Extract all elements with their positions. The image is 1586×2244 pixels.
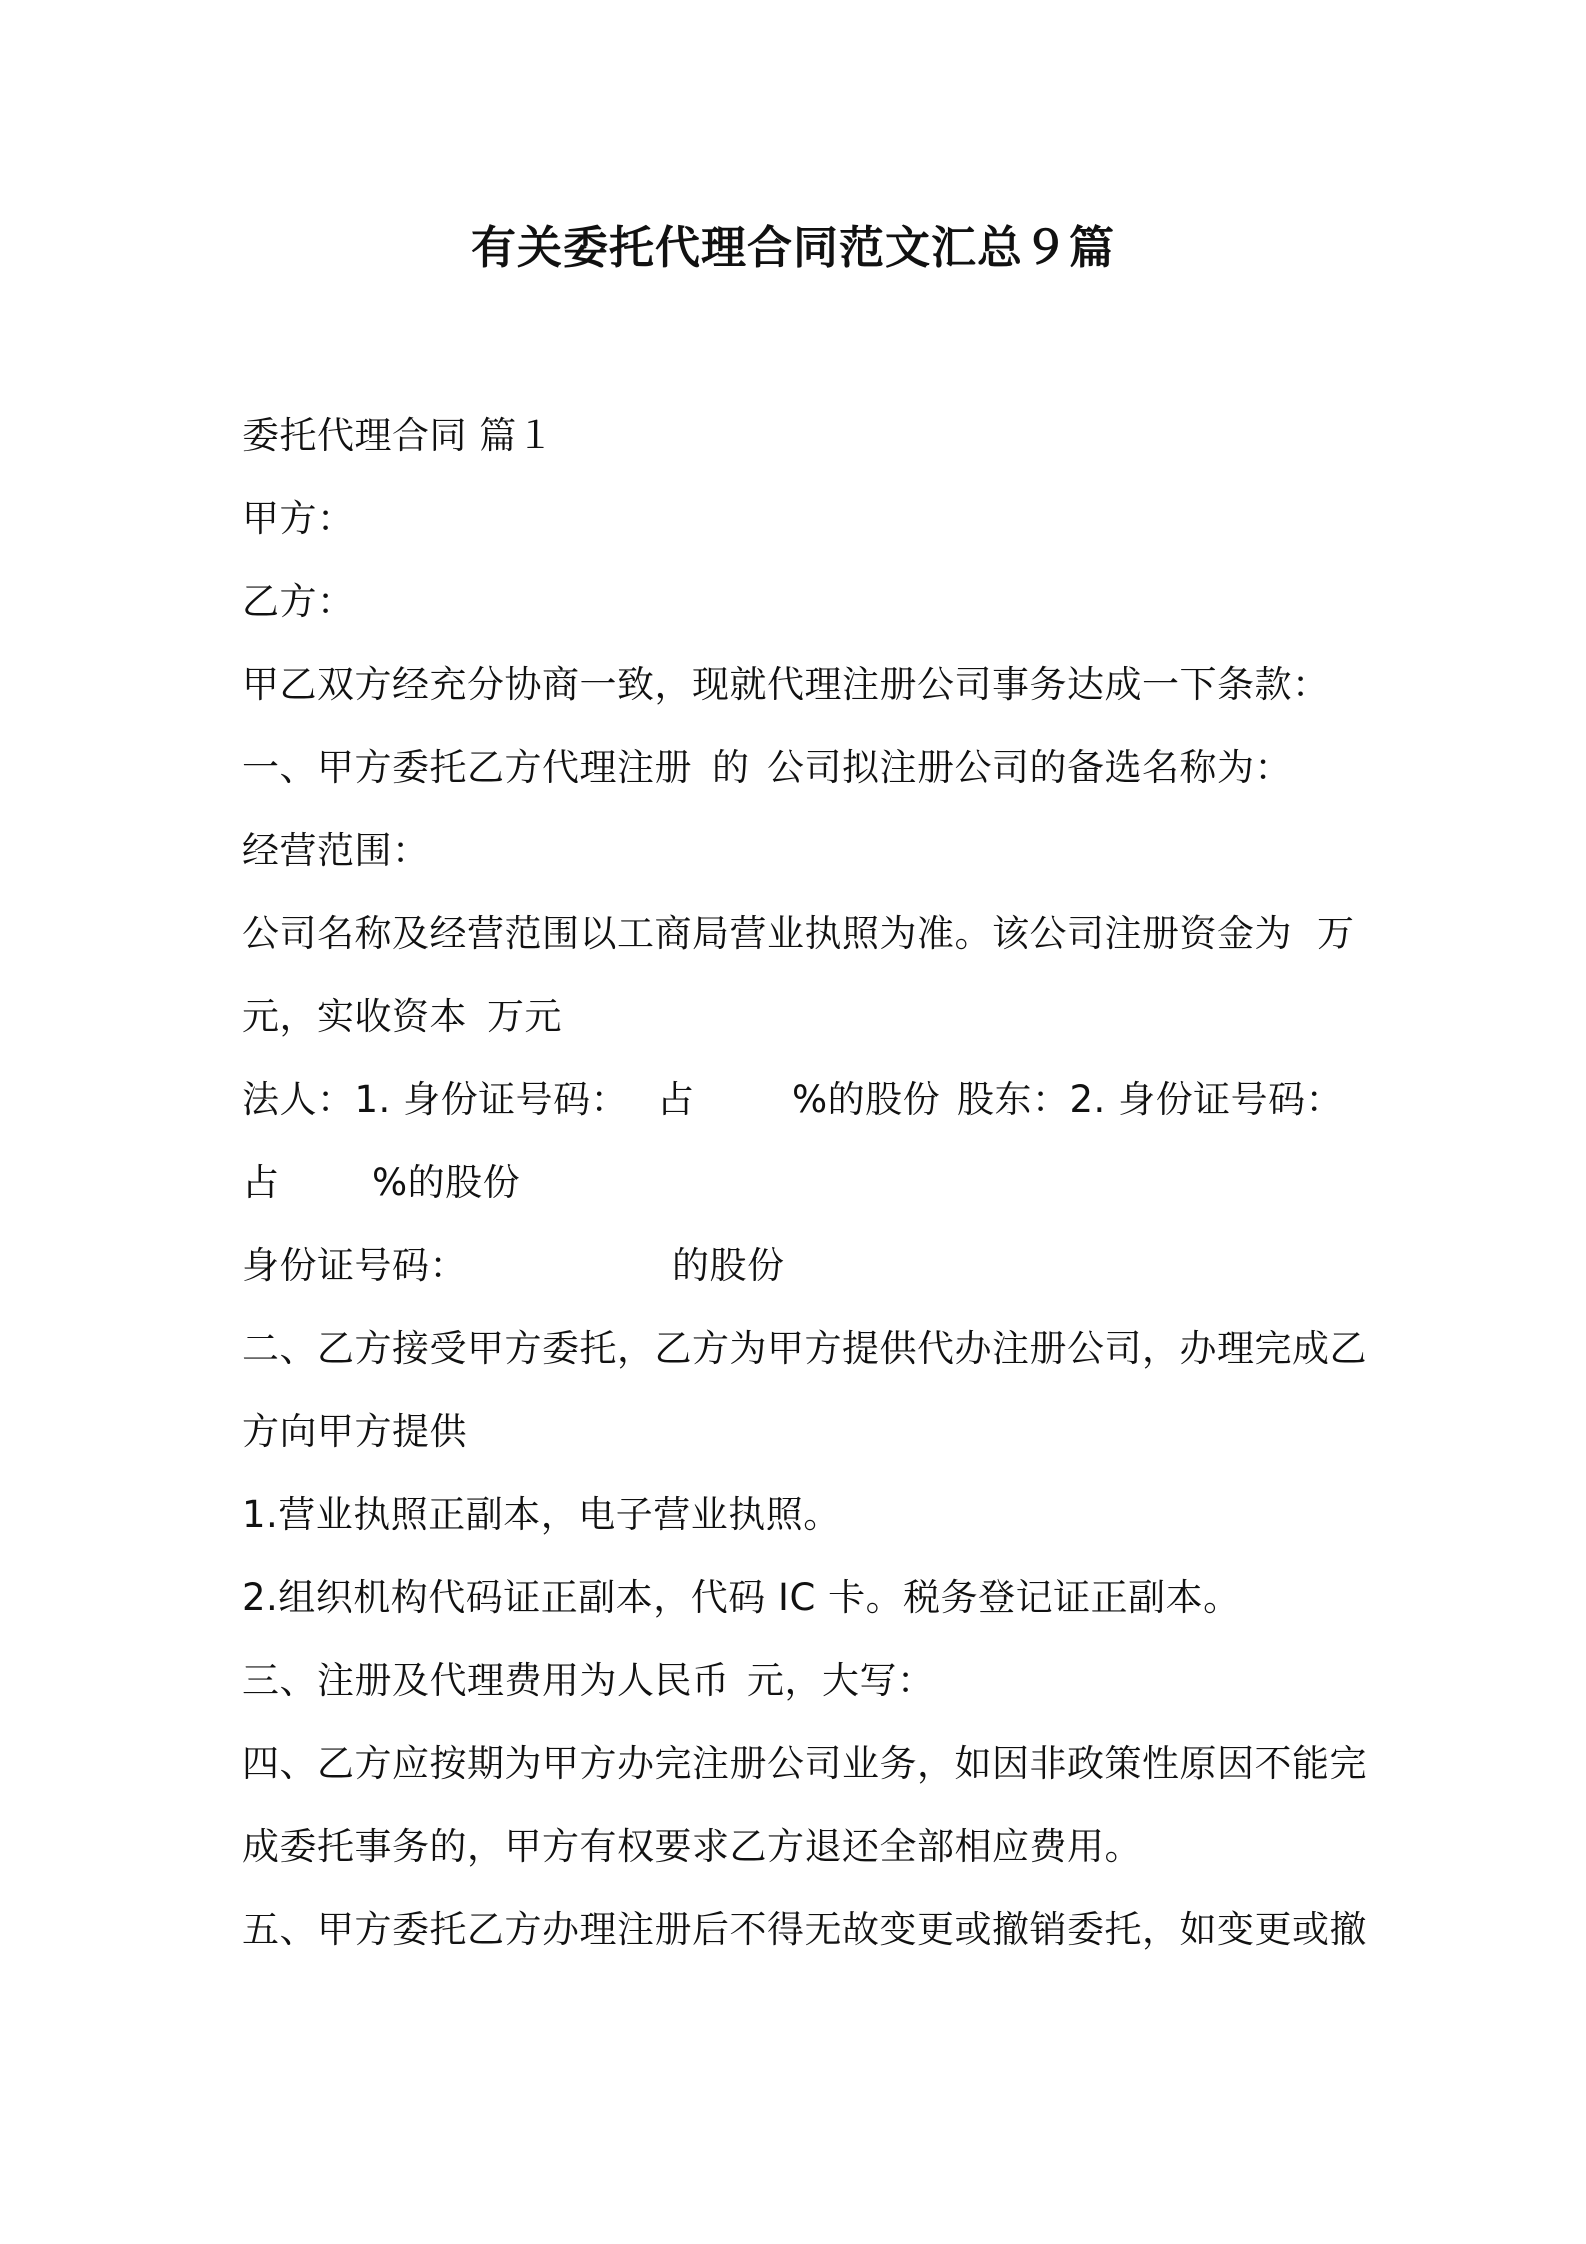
list-item-2: 2.组织机构代码证正副本，代码 IC 卡。税务登记证正副本。 [242, 1576, 1241, 1619]
party-a-label: 甲方： [242, 497, 355, 540]
capital-line-1 [242, 908, 1392, 960]
id-line [242, 1240, 942, 1292]
document-title: 有关委托代理合同范文汇总９篇 [470, 221, 1115, 274]
clause-4-line-1: 四、乙方应按期为甲方办完注册公司业务，如因非政策性原因不能完 [242, 1742, 1367, 1785]
intro-paragraph: 甲乙双方经充分协商一致，现就代理注册公司事务达成一下条款： [242, 663, 1330, 706]
clause-4-line-2: 成委托事务的，甲方有权要求乙方退还全部相应费用。 [242, 1825, 1142, 1868]
clause-1-text-a: 一、甲方委托乙方代理注册 [242, 746, 692, 789]
share-line [242, 1157, 842, 1209]
capital-line-2 [242, 991, 1392, 1043]
legal-id-label: 法人：1. 身份证号码： [242, 1078, 629, 1121]
clause-3-text-a: 三、注册及代理费用为人民币 [242, 1659, 730, 1702]
clause-1 [242, 742, 1392, 794]
clause-2-line-2: 方向甲方提供 [242, 1410, 467, 1453]
capital-line-1-text: 公司名称及经营范围以工商局营业执照为准。该公司注册资金为 [242, 912, 1292, 955]
business-scope-label: 经营范围： [242, 829, 430, 872]
party-b-label: 乙方： [242, 580, 355, 623]
clause-1-text-c: 公司拟注册公司的备选名称为： [767, 746, 1292, 789]
share-suffix: %的股份 [372, 1161, 521, 1204]
capital-line-2-unit: 万元 [487, 995, 562, 1038]
legal-share-suffix: %的股份 [792, 1078, 941, 1121]
capital-line-2-text: 元，实收资本 [242, 995, 467, 1038]
clause-5-line-1: 五、甲方委托乙方办理注册后不得无故变更或撤销委托，如变更或撤 [242, 1908, 1367, 1951]
list-item-1: 1.营业执照正副本，电子营业执照。 [242, 1493, 841, 1536]
legal-person-line [242, 1074, 1392, 1126]
shareholder-id-label: 股东：2. 身份证号码： [957, 1078, 1344, 1121]
legal-share-prefix: 占 [657, 1078, 695, 1121]
clause-3-text-b: 元，大写： [747, 1659, 935, 1702]
id-share-suffix: 的股份 [672, 1244, 785, 1287]
capital-line-1-unit: 万 [1317, 912, 1355, 955]
id-label: 身份证号码： [242, 1244, 467, 1287]
share-prefix: 占 [242, 1161, 280, 1204]
clause-1-text-b: 的 [712, 746, 750, 789]
clause-3 [242, 1655, 1142, 1707]
clause-2-line-1: 二、乙方接受甲方委托，乙方为甲方提供代办注册公司，办理完成乙 [242, 1327, 1367, 1370]
section-heading: 委托代理合同 篇１ [242, 414, 555, 457]
